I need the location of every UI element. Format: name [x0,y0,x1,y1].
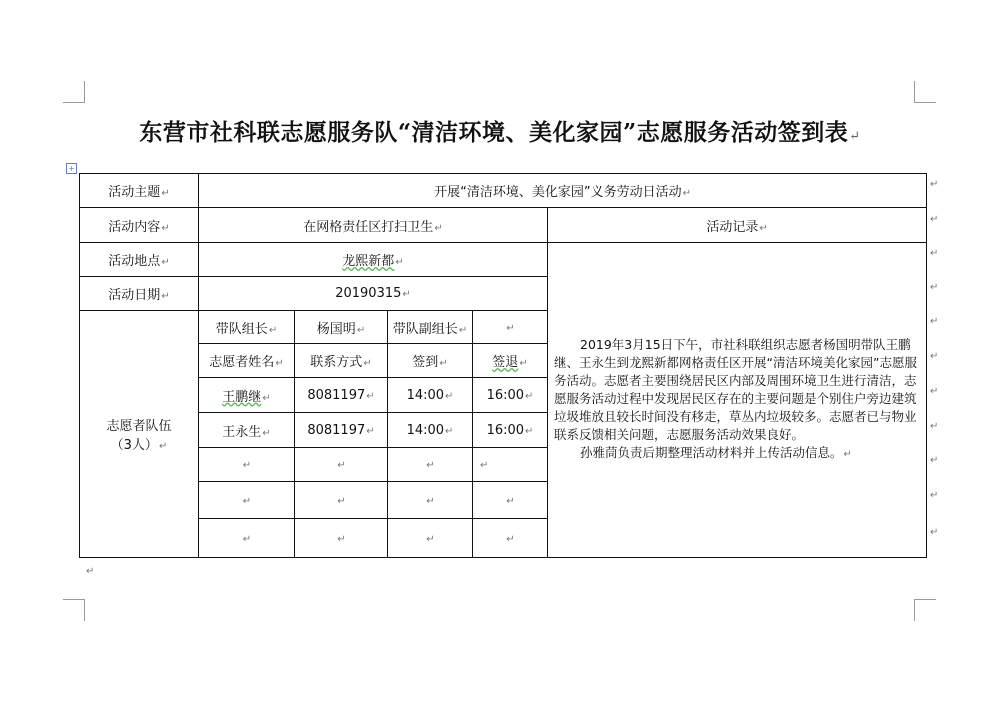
row-end-mark: ↵ [930,351,939,362]
empty-cell[interactable]: ↵ [473,448,548,482]
deputy-value[interactable]: ↵ [473,311,548,344]
deputy-label[interactable]: 带队副组长↵ [388,311,473,344]
header-contact[interactable]: 联系方式↵ [295,344,388,378]
row-end-mark: ↵ [930,386,939,397]
volunteer-checkin[interactable]: 14:00↵ [388,378,473,413]
header-checkout[interactable]: 签退↵ [473,344,548,378]
theme-value[interactable]: 开展“清洁环境、美化家园”义务劳动日活动↵ [199,174,927,208]
crop-mark [84,599,85,621]
document-title: 东营市社科联志愿服务队“清洁环境、美化家园”志愿服务活动签到表↵ [139,119,861,146]
row-end-mark: ↵ [930,282,939,293]
empty-cell[interactable]: ↵ [199,482,295,519]
empty-cell[interactable]: ↵ [295,448,388,482]
header-name[interactable]: 志愿者姓名↵ [199,344,295,378]
empty-cell[interactable]: ↵ [473,482,548,519]
leader-label[interactable]: 带队组长↵ [199,311,295,344]
date-value[interactable]: 20190315↵ [199,277,548,311]
row-end-mark: ↵ [930,214,939,225]
leader-name[interactable]: 杨国明↵ [295,311,388,344]
sign-in-table [79,173,927,558]
activity-record[interactable]: 2019年3月15日下午，市社科联组织志愿者杨国明带队王鹏继、王永生到龙熙新都网格责任区开展“清洁环境美化家园”志愿服务活动。志愿者主要围绕居民区内部及周围环境卫生进行清洁，志愿服务活动过程中发现居民区存在的主要问题是个别住户旁边建筑垃圾堆放且较长时间没有移走，草丛内垃圾较多。志愿者已与物业联系反馈相关问题，志愿服务活动效果良好。 孙雅茼负责后期整理活动材料并上传活动信息。↵ [548,243,927,558]
crop-mark [914,599,936,600]
content-label[interactable]: 活动内容↵ [80,208,199,243]
crop-mark [84,81,85,103]
row-end-mark: ↵ [930,527,939,538]
table-row [80,208,927,243]
empty-cell[interactable]: ↵ [388,519,473,558]
location-label[interactable]: 活动地点↵ [80,243,199,277]
empty-cell[interactable]: ↵ [388,448,473,482]
crop-mark [914,102,936,103]
table-move-handle-icon[interactable]: + [66,163,77,174]
team-label[interactable]: 志愿者队伍 （3人）↵ [80,311,199,558]
empty-cell[interactable]: ↵ [473,519,548,558]
record-label[interactable]: 活动记录↵ [548,208,927,243]
crop-mark [914,599,915,621]
volunteer-name[interactable]: 王鹏继↵ [199,378,295,413]
table-row [80,243,927,277]
row-end-mark: ↵ [930,316,939,327]
crop-mark [63,599,85,600]
content-value[interactable]: 在网格责任区打扫卫生↵ [199,208,548,243]
volunteer-contact[interactable]: 8081197↵ [295,413,388,448]
volunteer-name[interactable]: 王永生↵ [199,413,295,448]
empty-cell[interactable]: ↵ [388,482,473,519]
empty-cell[interactable]: ↵ [199,448,295,482]
crop-mark [63,102,85,103]
volunteer-checkout[interactable]: 16:00↵ [473,378,548,413]
row-end-mark: ↵ [930,421,939,432]
crop-mark [914,81,915,103]
table-row [80,174,927,208]
row-end-mark: ↵ [930,179,939,190]
empty-cell[interactable]: ↵ [199,519,295,558]
location-value[interactable]: 龙熙新都↵ [199,243,548,277]
row-end-mark: ↵ [930,248,939,259]
empty-cell[interactable]: ↵ [295,519,388,558]
date-label[interactable]: 活动日期↵ [80,277,199,311]
volunteer-checkin[interactable]: 14:00↵ [388,413,473,448]
paragraph-mark: ↵ [86,566,95,577]
row-end-mark: ↵ [930,455,939,466]
header-checkin[interactable]: 签到↵ [388,344,473,378]
empty-cell[interactable]: ↵ [295,482,388,519]
volunteer-contact[interactable]: 8081197↵ [295,378,388,413]
theme-label[interactable]: 活动主题↵ [80,174,199,208]
volunteer-checkout[interactable]: 16:00↵ [473,413,548,448]
row-end-mark: ↵ [930,490,939,501]
